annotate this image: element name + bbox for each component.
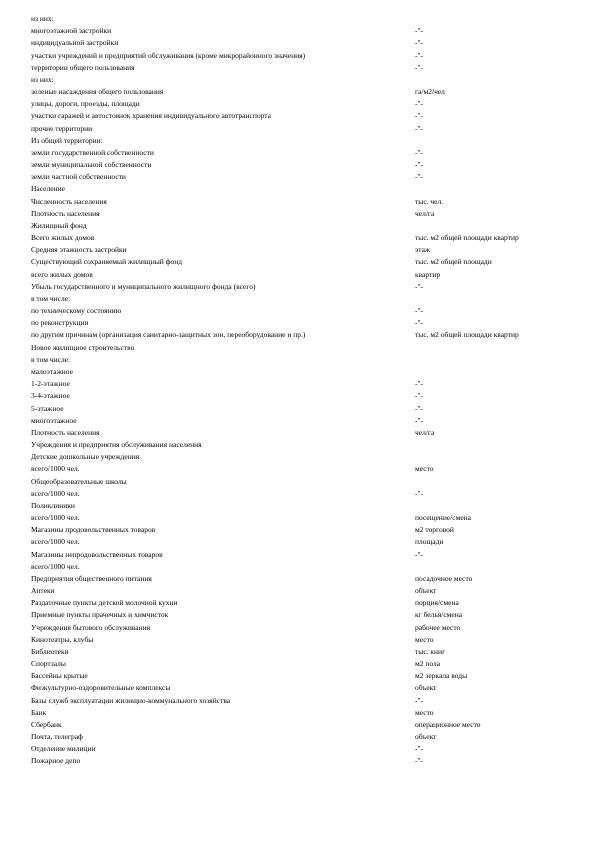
- indicator-unit: место: [415, 464, 434, 474]
- table-row: [31, 755, 566, 767]
- indicator-unit: тыс. книг: [415, 646, 446, 656]
- indicator-unit: -"-: [415, 111, 424, 121]
- table-row: [31, 256, 566, 268]
- indicator-name: Магазины продовольственных товаров: [31, 525, 156, 535]
- indicator-unit: -"-: [415, 123, 424, 133]
- indicator-unit: -"-: [415, 318, 424, 328]
- indicator-name: Кинотеатры, клубы: [31, 634, 94, 644]
- indicator-name: Физкультурно-оздоровительные комплексы: [31, 683, 171, 693]
- indicator-unit: объект: [415, 586, 437, 596]
- table-row: [31, 451, 566, 463]
- table-row: [31, 670, 566, 682]
- table-row: [31, 731, 566, 743]
- indicator-unit: -"-: [415, 172, 424, 182]
- indicator-name: многоэтажное: [31, 415, 77, 425]
- indicator-name: земли государственной собственности: [31, 147, 154, 157]
- table-row: [31, 293, 566, 305]
- table-row: [31, 658, 566, 670]
- table-row: [31, 463, 566, 475]
- table-row: [31, 183, 566, 195]
- table-row: [31, 524, 566, 536]
- indicator-name: Раздаточные пункты детской молочной кухни: [31, 598, 178, 608]
- indicator-name: Сбербанк: [31, 719, 62, 729]
- indicator-unit: -"-: [415, 50, 424, 60]
- indicator-name: Аптеки: [31, 586, 55, 596]
- indicator-name: всего/1000 чел.: [31, 513, 80, 523]
- indicator-name: Всего жилых домов: [31, 233, 95, 243]
- indicator-unit: м2 пола: [415, 659, 441, 669]
- indicator-unit: чел/га: [415, 427, 435, 437]
- indicator-name: Жилищный фонд: [31, 220, 87, 230]
- indicator-unit: посадочное место: [415, 573, 473, 583]
- indicator-unit: -"-: [415, 99, 424, 109]
- table-row: [31, 25, 566, 37]
- indicator-table: [31, 13, 566, 768]
- indicator-name: по техническому состоянию: [31, 306, 122, 316]
- indicator-name: в том числе:: [31, 293, 71, 303]
- indicator-name: Из общей территории:: [31, 135, 103, 145]
- table-row: [31, 135, 566, 147]
- table-row: [31, 622, 566, 634]
- table-row: [31, 305, 566, 317]
- table-row: [31, 329, 566, 341]
- table-row: [31, 37, 566, 49]
- table-row: [31, 354, 566, 366]
- table-row: [31, 427, 566, 439]
- table-row: [31, 50, 566, 62]
- table-row: [31, 317, 566, 329]
- table-row: [31, 536, 566, 548]
- table-row: [31, 281, 566, 293]
- indicator-name: Существующий сохраняемый жилищный фонд: [31, 257, 183, 267]
- indicator-name: зеленые насаждения общего пользования: [31, 87, 164, 97]
- indicator-name: прочие территории: [31, 123, 93, 133]
- indicator-name: земли муниципальной собственности: [31, 160, 152, 170]
- indicator-name: Плотность населения: [31, 427, 100, 437]
- indicator-name: Средняя этажность застройки: [31, 245, 127, 255]
- table-row: [31, 171, 566, 183]
- table-row: [31, 147, 566, 159]
- indicator-unit: место: [415, 634, 434, 644]
- table-row: [31, 62, 566, 74]
- table-row: [31, 585, 566, 597]
- indicator-unit: порция/смена: [415, 598, 459, 608]
- indicator-name: участки учреждений и предприятий обслуживания (кроме микрорайонного значения): [31, 50, 306, 60]
- indicator-unit: -"-: [415, 488, 424, 498]
- indicator-unit: -"-: [415, 391, 424, 401]
- table-row: [31, 549, 566, 561]
- indicator-name: Отделение милиции: [31, 744, 96, 754]
- table-row: [31, 743, 566, 755]
- table-row: [31, 244, 566, 256]
- indicator-name: Почта, телеграф: [31, 732, 83, 742]
- indicator-unit: операционное место: [415, 719, 481, 729]
- indicator-unit: м2 зеркала воды: [415, 671, 468, 681]
- indicator-name: Численность населения: [31, 196, 107, 206]
- indicator-name: всего жилых домов: [31, 269, 93, 279]
- table-row: [31, 390, 566, 402]
- indicator-name: из них:: [31, 74, 54, 84]
- indicator-name: Библиотеки: [31, 646, 69, 656]
- table-row: [31, 110, 566, 122]
- table-row: [31, 159, 566, 171]
- indicator-unit: место: [415, 707, 434, 717]
- indicator-name: Банк: [31, 707, 47, 717]
- indicator-name: Магазины непродовольственных товаров: [31, 549, 163, 559]
- table-row: [31, 476, 566, 488]
- table-row: [31, 719, 566, 731]
- indicator-unit: -"-: [415, 744, 424, 754]
- indicator-name: всего/1000 чел.: [31, 488, 80, 498]
- indicator-name: индивидуальной застройки: [31, 38, 119, 48]
- indicator-name: из них:: [31, 14, 54, 23]
- indicator-unit: -"-: [415, 695, 424, 705]
- indicator-unit: -"-: [415, 281, 424, 291]
- indicator-unit: -"-: [415, 38, 424, 48]
- indicator-unit: этаж: [415, 245, 431, 255]
- indicator-name: Детские дошкольные учреждения: [31, 452, 140, 462]
- indicator-unit: рабочее место: [415, 622, 461, 632]
- indicator-unit: площади: [415, 537, 444, 547]
- indicator-name: по другим причинам (организация санитарно-защитных зон, переоборудование и пр.): [31, 330, 306, 340]
- indicator-unit: -"-: [415, 756, 424, 766]
- table-row: [31, 695, 566, 707]
- indicator-name: Пожарное депо: [31, 756, 81, 766]
- table-row: [31, 561, 566, 573]
- indicator-unit: объект: [415, 732, 437, 742]
- table-row: [31, 488, 566, 500]
- indicator-unit: тыс. м2 общей площади квартир: [415, 330, 519, 340]
- table-row: [31, 609, 566, 621]
- indicator-name: всего/1000 чел.: [31, 561, 80, 571]
- indicator-unit: посещение/смена: [415, 513, 471, 523]
- table-row: [31, 98, 566, 110]
- indicator-name: Предприятия общественного питания: [31, 573, 152, 583]
- table-row: [31, 13, 566, 25]
- table-row: [31, 707, 566, 719]
- indicator-name: Плотность населения: [31, 208, 100, 218]
- indicator-unit: -"-: [415, 415, 424, 425]
- table-row: [31, 573, 566, 585]
- table-row: [31, 196, 566, 208]
- indicator-name: территории общего пользования: [31, 62, 135, 72]
- table-row: [31, 439, 566, 451]
- indicator-unit: -"-: [415, 403, 424, 413]
- table-row: [31, 403, 566, 415]
- table-row: [31, 597, 566, 609]
- indicator-unit: -"-: [415, 62, 424, 72]
- indicator-name: малоэтажное: [31, 366, 73, 376]
- indicator-name: всего/1000 чел.: [31, 464, 80, 474]
- table-row: [31, 634, 566, 646]
- indicator-name: Поликлиники: [31, 500, 75, 510]
- indicator-unit: тыс. м2 общей площади: [415, 257, 492, 267]
- indicator-name: Спортзалы: [31, 659, 66, 669]
- indicator-unit: -"-: [415, 306, 424, 316]
- table-row: [31, 342, 566, 354]
- indicator-name: Убыль государственного и муниципального жилищного фонда (всего): [31, 281, 256, 291]
- indicator-unit: -"-: [415, 160, 424, 170]
- table-row: [31, 208, 566, 220]
- indicator-name: Общеобразовательные школы: [31, 476, 127, 486]
- table-row: [31, 378, 566, 390]
- indicator-unit: -"-: [415, 379, 424, 389]
- indicator-name: 3-4-этажное: [31, 391, 70, 401]
- indicator-name: Приемные пункты прачечных и химчисток: [31, 610, 169, 620]
- table-row: [31, 220, 566, 232]
- indicator-name: всего/1000 чел.: [31, 537, 80, 547]
- indicator-name: Бассейны крытые: [31, 671, 88, 681]
- table-row: [31, 232, 566, 244]
- indicator-name: по реконструкции: [31, 318, 89, 328]
- indicator-unit: квартир: [415, 269, 441, 279]
- indicator-name: Население: [31, 184, 65, 194]
- indicator-name: участки гаражей и автостоянок хранения индивидуального автотранспорта: [31, 111, 271, 121]
- indicator-name: в том числе:: [31, 354, 71, 364]
- indicator-unit: тыс. м2 общей площади квартир: [415, 233, 519, 243]
- indicator-unit: чел/га: [415, 208, 435, 218]
- table-row: [31, 123, 566, 135]
- indicator-name: Новое жилищное строительство: [31, 342, 135, 352]
- indicator-name: Учреждения и предприятия обслуживания населения: [31, 440, 202, 450]
- indicator-unit: тыс. чел.: [415, 196, 444, 206]
- table-row: [31, 500, 566, 512]
- table-row: [31, 415, 566, 427]
- indicator-unit: м2 торговой: [415, 525, 454, 535]
- indicator-unit: кг белья/смена: [415, 610, 463, 620]
- indicator-name: улицы, дороги, проезды, площади: [31, 99, 140, 109]
- indicator-unit: -"-: [415, 147, 424, 157]
- indicator-unit: -"-: [415, 549, 424, 559]
- indicator-name: многоэтажной застройки: [31, 26, 112, 36]
- indicator-name: Базы служб эксплуатации жилищно-коммунального хозяйства: [31, 695, 231, 705]
- table-row: [31, 512, 566, 524]
- indicator-unit: -"-: [415, 26, 424, 36]
- indicator-unit: га/м2/чел: [415, 87, 445, 97]
- indicator-name: земли частной собственности: [31, 172, 126, 182]
- table-row: [31, 366, 566, 378]
- indicator-name: 1-2-этажное: [31, 379, 70, 389]
- indicator-name: 5-этажное: [31, 403, 64, 413]
- table-row: [31, 646, 566, 658]
- table-row: [31, 682, 566, 694]
- table-row: [31, 269, 566, 281]
- indicator-name: Учреждения бытового обслуживания: [31, 622, 151, 632]
- table-row: [31, 86, 566, 98]
- indicator-unit: объект: [415, 683, 437, 693]
- table-row: [31, 74, 566, 86]
